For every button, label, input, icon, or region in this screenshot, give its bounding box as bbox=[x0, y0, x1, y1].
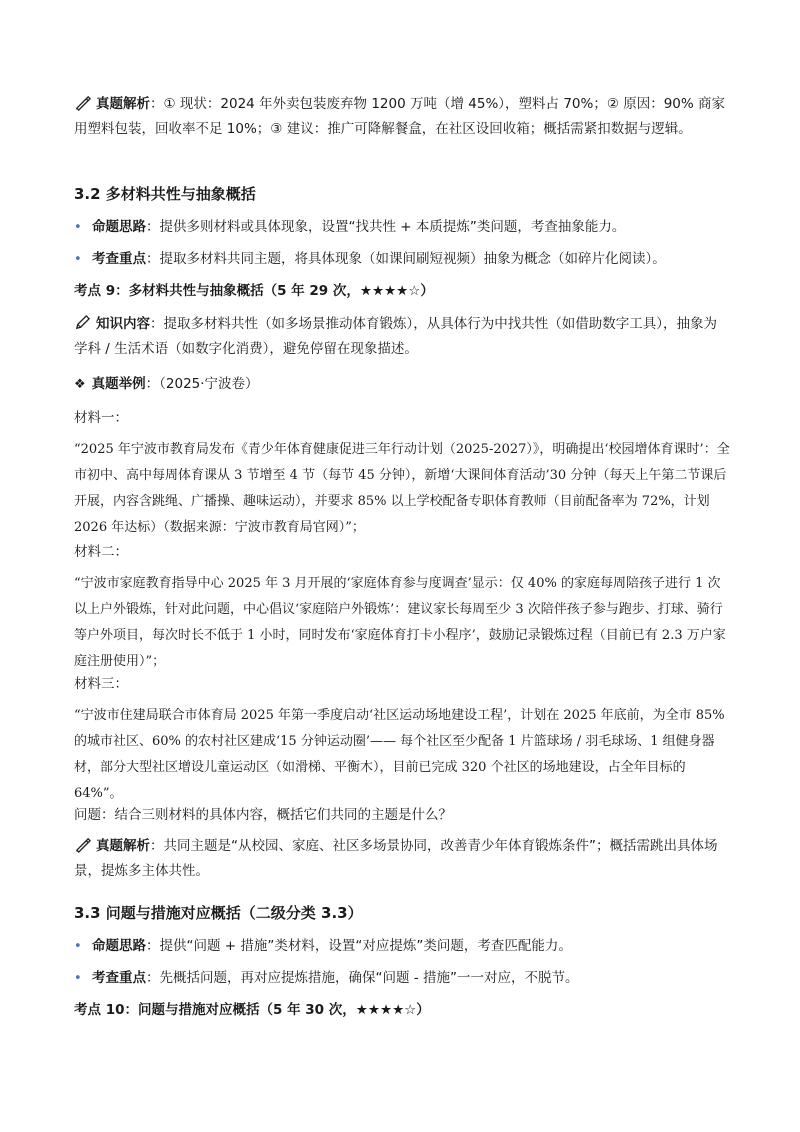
example-label: 真题举例 bbox=[91, 376, 146, 392]
bullet-item bbox=[74, 934, 730, 959]
pencil-ruler-icon bbox=[74, 94, 91, 111]
bullet-text: ：提供多则材料或具体现象，设置“找共性 + 本质提炼”类问题，考查抽象能力。 bbox=[146, 219, 626, 235]
analysis-text: ：① 现状：2024 年外卖包装废弃物 1200 万吨（增 45%），塑料占 70%；② 原因：90% 商家用塑料包装，回收率不足 10%；③ 建议：推广可降解餐盒，在社区设回收箱；概括需紧扣数据与逻辑。 bbox=[74, 96, 726, 137]
pencil-ruler-icon bbox=[74, 836, 91, 853]
bullet-label: 考查重点 bbox=[92, 251, 146, 267]
kaodian-title: 考点 10：问题与措施对应概括（5 年 30 次，★★★★☆） bbox=[74, 1002, 430, 1018]
material-heading: 材料二： bbox=[74, 544, 128, 560]
bullet-label: 命题思路 bbox=[92, 938, 146, 954]
bullet-text: ：先概括问题，再对应提炼措施，确保“问题 - 措施”一一对应，不脱节。 bbox=[146, 970, 579, 986]
material-heading: 材料三： bbox=[74, 676, 128, 692]
knowledge-label: 知识内容 bbox=[96, 316, 150, 332]
pencil-icon bbox=[74, 314, 91, 331]
analysis-label: 真题解析 bbox=[96, 838, 150, 854]
question-line: 问题：结合三则材料的具体内容，概括它们共同的主题是什么？ bbox=[74, 807, 452, 823]
bullet-text: ：提取多材料共同主题，将具体现象（如课间刷短视频）抽象为概念（如碎片化阅读）。 bbox=[146, 251, 666, 267]
bullet-label: 命题思路 bbox=[92, 219, 146, 235]
example-line bbox=[74, 372, 730, 397]
section-heading: 3.3 问题与措施对应概括（二级分类 3.3） bbox=[74, 904, 363, 922]
bullet-dot-icon: • bbox=[74, 220, 82, 235]
section-heading: 3.2 多材料共性与抽象概括 bbox=[74, 185, 256, 203]
material-text: “宁波市住建局联合市体育局 2025 年第一季度启动‘社区运动场地建设工程’，计划在 2025 年底前，为全市 85% 的城市社区、60% 的农村社区建成‘15 分钟运动圈’—— 每个社区至少配备 1 片篮球场 / 羽毛球场、1 组健身器材，部分大型社区增设儿童运动区（如滑梯、平衡木），目前已完成 320 个社区的场地建设，占全年目标的 64%”。 bbox=[74, 708, 725, 801]
diamond-bullet-icon: ❖ bbox=[74, 377, 86, 392]
knowledge-text: ：提取多材料共性（如多场景推动体育锻炼），从具体行为中找共性（如借助数字工具），抽象为学科 / 生活术语（如数字化消费），避免停留在现象描述。 bbox=[74, 316, 717, 357]
bullet-dot-icon: • bbox=[74, 252, 82, 267]
example-text: ：（2025·宁波卷） bbox=[145, 376, 259, 392]
analysis-text: ：共同主题是“从校园、家庭、社区多场景协同，改善青少年体育锻炼条件”；概括需跳出具体场景，提炼多主体共性。 bbox=[74, 838, 718, 879]
material-heading: 材料一： bbox=[74, 410, 128, 426]
bullet-item bbox=[74, 247, 730, 272]
knowledge-paragraph bbox=[74, 312, 730, 362]
bullet-text: ：提供“问题 + 措施”类材料，设置“对应提炼”类问题，考查匹配能力。 bbox=[146, 938, 572, 954]
analysis-paragraph bbox=[74, 92, 730, 142]
analysis-paragraph bbox=[74, 834, 730, 884]
bullet-dot-icon: • bbox=[74, 939, 82, 954]
bullet-dot-icon: • bbox=[74, 971, 82, 986]
material-text: “2025 年宁波市教育局发布《青少年体育健康促进三年行动计划（2025-2027）》，明确提出‘校园增体育课时’：全市初中、高中每周体育课从 3 节增至 4 节（每节 45 分钟），新增‘大课间体育活动’30 分钟（每天上午第二节课后开展，内容含跳绳、广播操、趣味运动），并要求 85% 以上学校配备专职体育教师（目前配备率为 72%，计划 2026 年达标）（数据来源：宁波市教育局官网）”； bbox=[74, 442, 730, 535]
material-text: “宁波市家庭教育指导中心 2025 年 3 月开展的‘家庭体育参与度调查’显示：仅 40% 的家庭每周陪孩子进行 1 次以上户外锻炼，针对此问题，中心倡议‘家庭陪户外锻炼’：建议家长每周至少 3 次陪伴孩子参与跑步、打球、骑行等户外项目，每次时长不低于 1 小时，同时发布‘家庭体育打卡小程序’，鼓励记录锻炼过程（目前已有 2.3 万户家庭注册使用）”； bbox=[74, 576, 726, 669]
kaodian-title: 考点 9：多材料共性与抽象概括（5 年 29 次，★★★★☆） bbox=[74, 283, 434, 299]
bullet-item bbox=[74, 966, 730, 991]
bullet-item bbox=[74, 215, 730, 240]
analysis-label: 真题解析 bbox=[96, 96, 150, 112]
bullet-label: 考查重点 bbox=[92, 970, 146, 986]
